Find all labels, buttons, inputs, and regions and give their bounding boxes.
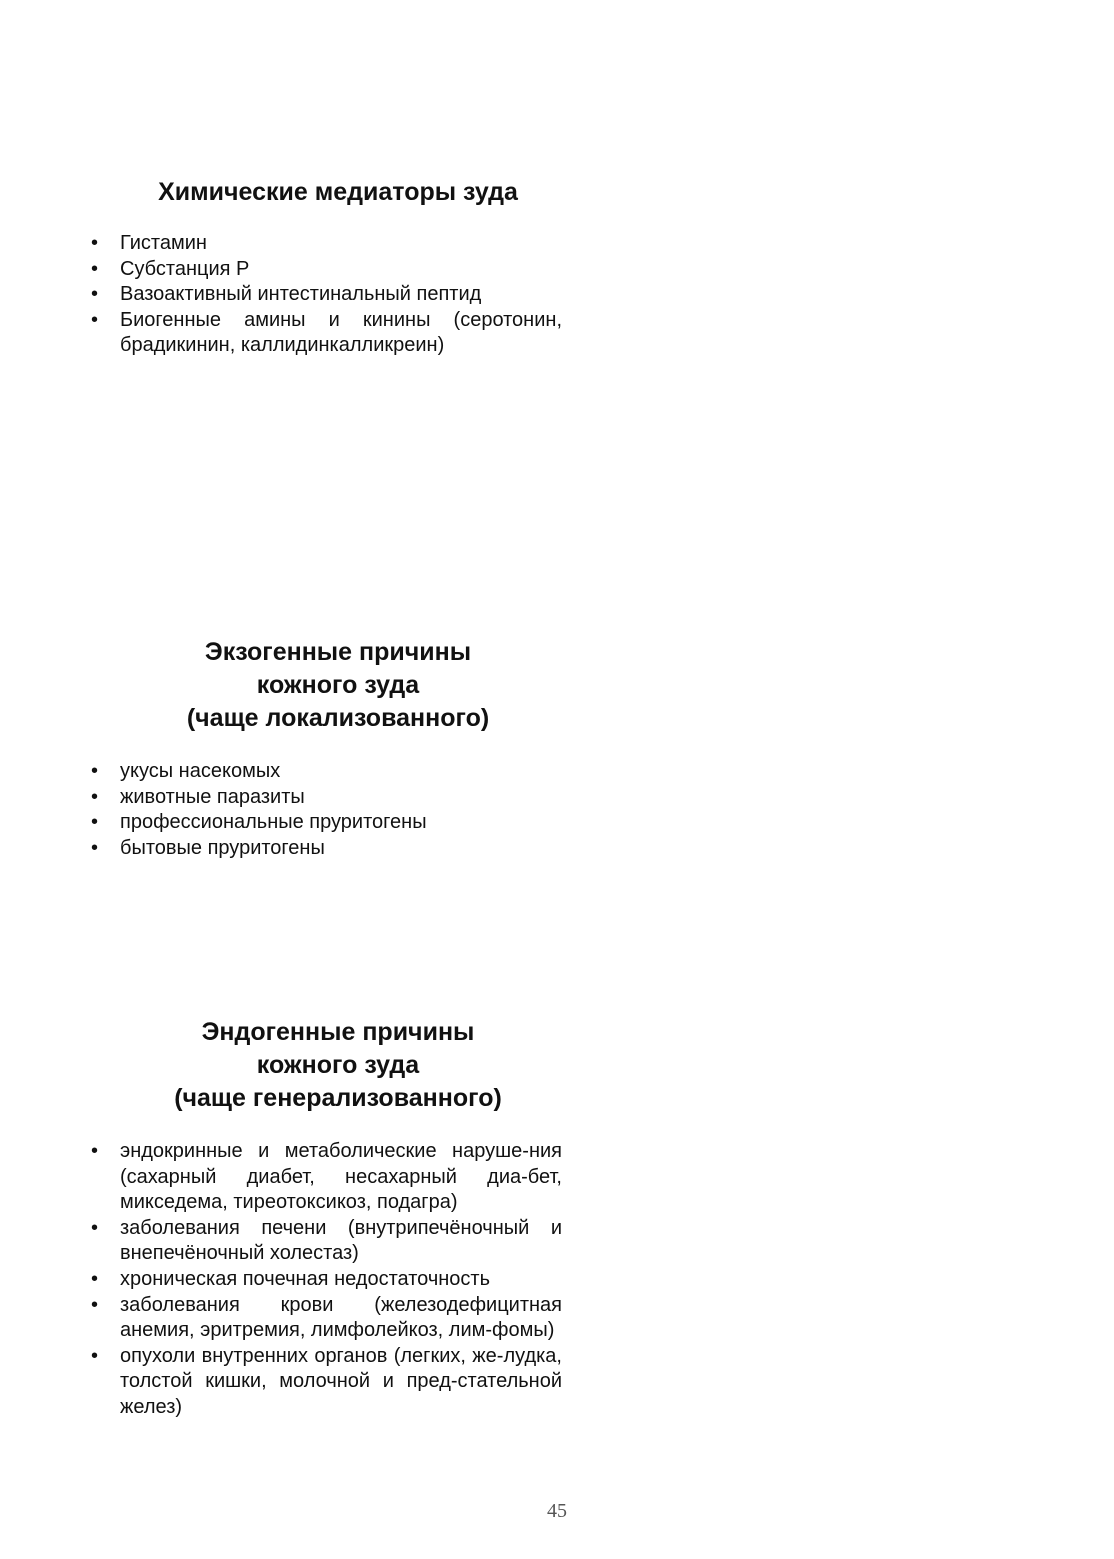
bullet-list: [86, 231, 562, 359]
section-title: [114, 636, 562, 735]
bullet-icon: •: [91, 760, 99, 782]
list-item-text: Гистамин: [120, 232, 207, 254]
page-number: 45: [547, 1500, 567, 1522]
section-exogenous-causes: [86, 636, 562, 861]
bullet-icon: •: [91, 283, 99, 306]
list-item-text: Субстанция Р: [120, 257, 250, 280]
title-line: (чаще локализованного): [186, 704, 490, 732]
bullet-icon: •: [91, 1293, 99, 1316]
list-item-text: животные паразиты: [120, 785, 305, 808]
title-line: Экзогенные причины: [204, 638, 472, 666]
section-chemical-mediators: [86, 176, 562, 359]
title-line: Химические медиаторы зуда: [158, 178, 518, 206]
list-item: [86, 282, 562, 308]
bullet-list: [86, 759, 562, 861]
list-item: [86, 257, 562, 283]
section-title: [114, 176, 562, 209]
list-item-text: хроническая почечная недостаточность: [120, 1267, 490, 1290]
list-item: [86, 1139, 562, 1216]
list-item-text: эндокринные и метаболические наруше-ния (сахарный диабет, несахарный диа-бет, микседема, тиреотоксикоз, подагра): [120, 1140, 562, 1214]
bullet-icon: •: [91, 1140, 99, 1162]
list-item: [86, 1344, 562, 1421]
bullet-icon: •: [91, 1216, 99, 1239]
list-item: [86, 785, 562, 811]
list-item-text: заболевания крови (железодефицитная анемия, эритремия, лимфолейкоз, лим-фомы): [120, 1293, 562, 1342]
bullet-icon: •: [91, 1267, 99, 1290]
list-item-text: Вазоактивный интестинальный пептид: [120, 283, 482, 306]
bullet-icon: •: [91, 257, 99, 280]
list-item: [86, 759, 562, 785]
list-item-text: Биогенные амины и кинины (серотонин, брадикинин, каллидинкалликреин): [120, 308, 562, 357]
list-item-text: опухоли внутренних органов (легких, же-лудка, толстой кишки, молочной и пред-стательной желез): [120, 1344, 562, 1418]
title-line: Эндогенные причины: [201, 1018, 475, 1046]
list-item-text: укусы насекомых: [120, 760, 281, 782]
list-item-text: заболевания печени (внутрипечёночный и внепечёночный холестаз): [120, 1216, 562, 1265]
list-item: [86, 1293, 562, 1344]
list-item: [86, 810, 562, 836]
section-endogenous-causes: [86, 1016, 562, 1421]
bullet-icon: •: [91, 232, 99, 254]
list-item-text: профессиональные пруритогены: [120, 811, 427, 834]
title-line: кожного зуда: [256, 1051, 420, 1079]
bullet-list: [86, 1139, 562, 1421]
list-item: [86, 231, 562, 257]
list-item: [86, 836, 562, 862]
list-item: [86, 1216, 562, 1267]
title-line: (чаще генерализованного): [174, 1084, 502, 1112]
bullet-icon: •: [91, 785, 99, 808]
list-item-text: бытовые пруритогены: [120, 836, 325, 859]
list-item: [86, 1267, 562, 1293]
title-line: кожного зуда: [256, 671, 420, 699]
bullet-icon: •: [91, 308, 99, 331]
bullet-icon: •: [91, 811, 99, 834]
list-item: [86, 308, 562, 359]
bullet-icon: •: [91, 836, 99, 859]
section-title: [114, 1016, 562, 1115]
bullet-icon: •: [91, 1344, 99, 1367]
